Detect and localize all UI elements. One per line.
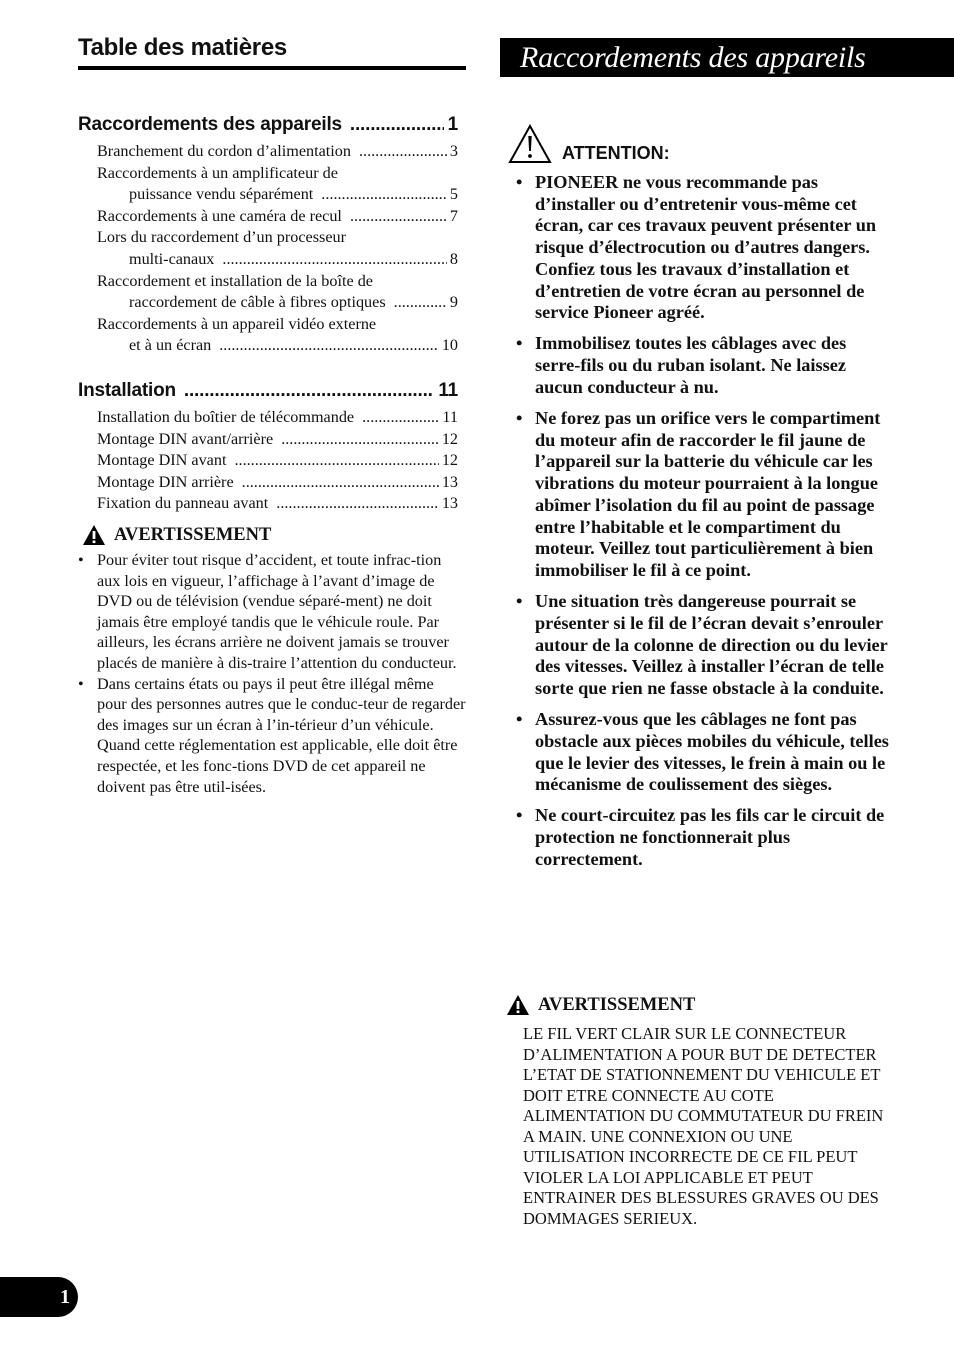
toc-section-raccordements[interactable] [78,114,458,136]
toc-entry[interactable] [97,335,458,357]
attention-title: ATTENTION: [562,143,670,163]
toc-entries-installation [97,407,458,515]
toc-leader-dots [394,292,447,314]
toc-entry-page: 13 [441,472,458,491]
list-item: • Pour éviter tout risque d’accident, et toute infrac-tion aux lois en vigueur, l’affichage à l’avant d’image de DVD ou de télévision (vendue séparé-ment) ne doit jamais être employé tandis que le véhicule roule. Par ailleurs, les écrans arrière ne doivent jamais se trouver placés de manière à dis-traire l’attention du conducteur. [78,550,466,674]
warning-triangle-icon [506,994,530,1016]
toc-leader-dots [362,407,439,429]
right-warning-heading [506,994,695,1016]
toc-leader-dots [242,472,439,494]
toc-entry-page: 13 [441,494,458,513]
toc-leader-dots [350,114,444,136]
toc-leader-dots [219,335,439,357]
toc-title: Table des matières [78,34,287,61]
toc-entry-title: Montage DIN arrière [97,472,234,491]
toc-section-title: Installation [78,380,176,401]
toc-entry-title: Fixation du panneau avant [97,494,269,513]
toc-entry-title-cont: et à un écran [129,336,212,355]
toc-entry[interactable] [97,450,458,472]
toc-leader-dots [234,450,438,472]
toc-section-installation[interactable] [78,380,458,402]
toc-entry-title: Montage DIN avant [97,451,227,470]
toc-entry-title: Raccordements à une caméra de recul [97,206,342,225]
toc-entry-line[interactable] [97,163,458,185]
toc-entry-page: 9 [449,293,458,312]
list-item: • Ne court-circuitez pas les fils car le circuit de protection ne fonctionnerait plus correctement. [516,805,892,870]
toc-entry-title: Raccordement et installation de la boîte de [97,271,373,290]
right-warning-title: AVERTISSEMENT [538,994,696,1015]
toc-entry[interactable] [97,493,458,515]
toc-entry[interactable] [97,184,458,206]
toc-section-title: Raccordements des appareils [78,114,342,135]
toc-entry-line[interactable] [97,271,458,293]
toc-entry-line[interactable] [97,314,458,336]
left-warning-list [78,550,466,797]
toc-leader-dots [321,184,447,206]
toc-entry[interactable] [97,407,458,429]
list-item: • Une situation très dangereuse pourrait se présenter si le fil de l’écran devait s’enrouler autour de la colonne de direction ou du levier des vitesses. Veillez à installer l’écran de telle sorte que rien ne fasse obstacle à la conduite. [516,591,892,700]
toc-entry-title-cont: multi-canaux [129,249,215,268]
list-item: • Ne forez pas un orifice vers le compartiment du moteur afin de raccorder le fil jaune de l’appareil sur la batterie du véhicule car les vibrations du moteur pourraient à la longue abîmer l’isolation du fil au point de passage entre l’habitable et le compartiment du moteur. Veillez tout particulièrement à bien immobiliser le fil à ce point. [516,408,892,582]
attention-heading [508,124,670,164]
toc-entry-title-cont: puissance vendu séparément [129,185,314,204]
attention-list [516,172,892,880]
toc-entry-page: 8 [449,249,458,268]
toc-entry-page: 10 [441,336,458,355]
toc-entry-page: 11 [442,408,458,426]
toc-leader-dots [281,429,439,451]
toc-entry[interactable] [97,141,458,163]
left-warning-heading [82,524,271,546]
toc-entry[interactable] [97,429,458,451]
toc-entry-title: Raccordements à un amplificateur de [97,163,338,182]
toc-entry-page: 12 [441,429,458,448]
toc-entry-title: Raccordements à un appareil vidéo externe [97,314,377,333]
toc-entry-page: 5 [449,185,458,204]
list-item: • Immobilisez toutes les câblages avec des serre-fils ou du ruban isolant. Ne laissez aucun conducteur à nu. [516,333,892,398]
toc-entry-title: Montage DIN avant/arrière [97,429,274,448]
toc-entry-page: 7 [449,206,458,225]
list-item: • Dans certains états ou pays il peut être illégal même pour des personnes autres que le conduc-teur de regarder des images sur un écran à l’in-térieur d’un véhicule. Quand cette réglementation est applicable, elle doit être respectée, et les fonc-tions DVD de cet appareil ne doivent pas être util-isées. [78,674,466,798]
toc-entry[interactable] [97,292,458,314]
toc-entry-page: 3 [449,142,458,160]
caution-triangle-icon [508,124,552,164]
section-banner: Raccordements des appareils [500,38,954,77]
toc-leader-dots [359,141,447,163]
toc-entry-title-cont: raccordement de câble à fibres optiques [129,293,386,312]
toc-entry-title: Lors du raccordement d’un processeur [97,228,347,247]
page-number: 1 [0,1277,78,1317]
toc-entry[interactable] [97,472,458,494]
right-warning-text: LE FIL VERT CLAIR SUR LE CONNECTEUR D’ALIMENTATION A POUR BUT DE DETECTER L’ETAT DE STATIONNEMENT DU VEHICULE ET DOIT ETRE CONNECTE AU COTE ALIMENTATION DU COMMUTATEUR DU FREIN A MAIN. UNE CONNEXION OU UNE UTILISATION INCORRECTE DE CE FIL PEUT VIOLER LA LOI APPLICABLE ET PEUT ENTRAINER DES BLESSURES GRAVES OU DES DOMMAGES SERIEUX. [523,1024,884,1228]
toc-entry[interactable] [97,206,458,228]
toc-leader-dots [276,493,439,515]
toc-leader-dots [350,206,447,228]
toc-entry-page: 12 [441,451,458,470]
toc-leader-dots [184,380,434,402]
toc-entry-title: Branchement du cordon d’alimentation [97,142,351,160]
toc-section-page: 1 [447,114,458,135]
toc-entry-title: Installation du boîtier de télécommande [97,408,355,426]
left-warning-title: AVERTISSEMENT [114,524,272,545]
toc-entry[interactable] [97,249,458,271]
warning-triangle-icon [82,524,106,546]
list-item: • PIONEER ne vous recommande pas d’installer ou d’entretenir vous-même cet écran, car ces travaux peuvent présenter un risque d’électrocution ou d’autres dangers. Confiez tous les travaux d’installation et d’entretien de votre écran au personnel de service Pioneer agréé. [516,172,892,324]
toc-leader-dots [222,249,447,271]
toc-entries-raccordements [97,141,458,357]
toc-title-rule [78,66,466,70]
list-item: • Assurez-vous que les câblages ne font pas obstacle aux pièces mobiles du véhicule, telles que le levier des vitesses, le frein à main ou le mécanisme de coulissement des sièges. [516,709,892,796]
toc-section-page: 11 [438,380,458,401]
toc-entry-line[interactable] [97,227,458,249]
